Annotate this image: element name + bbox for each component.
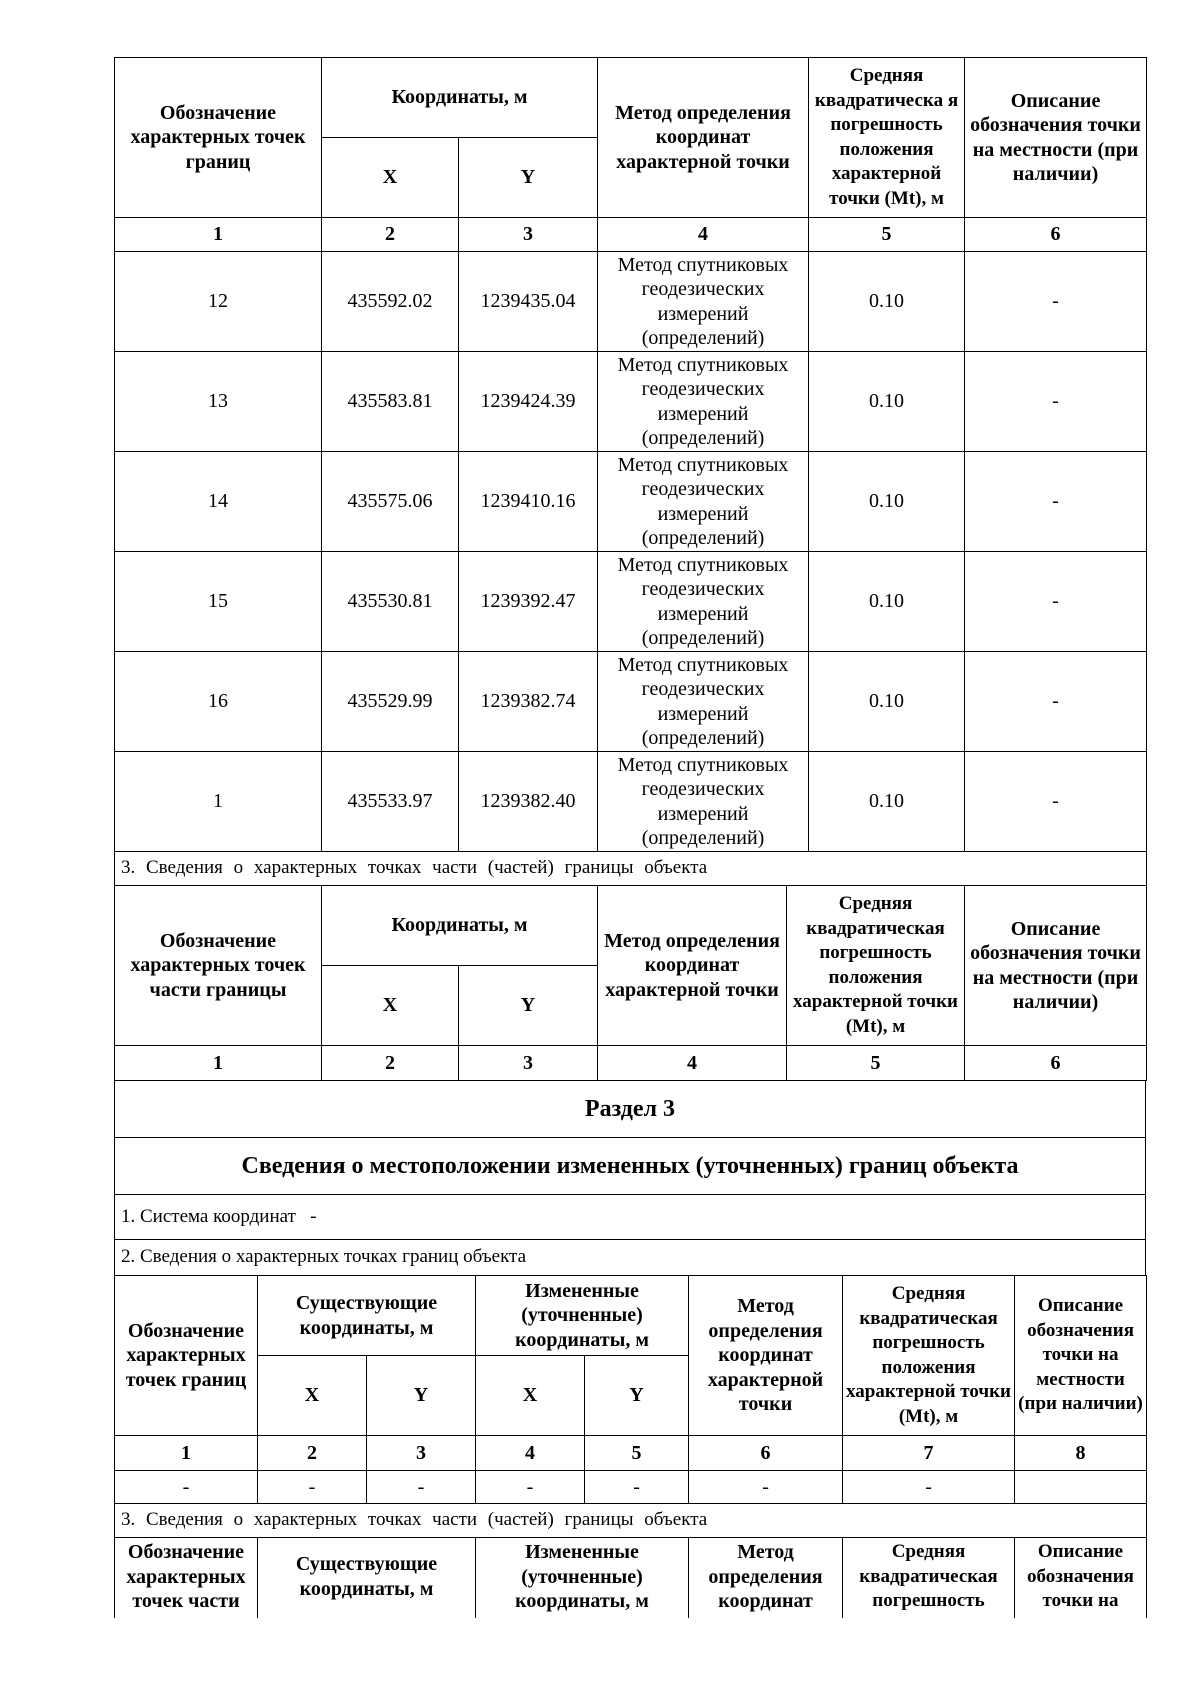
point-id: 1 (115, 752, 322, 852)
changed-part-boundary-table (114, 1538, 1147, 1618)
coord-x: 435592.02 (322, 252, 459, 352)
column-number: 1 (115, 1436, 258, 1471)
header-y-changed: Y (585, 1356, 689, 1436)
document-page (114, 57, 1146, 1618)
section-note: 3. Сведения о характерных точках части (частей) границы объекта (115, 1504, 1147, 1538)
header-point: Обозначение характерных точек части (115, 1538, 258, 1618)
table-row (115, 352, 1147, 452)
header-error: Средняя квадратическая погрешность (843, 1538, 1015, 1618)
header-y: Y (459, 138, 598, 218)
description: - (965, 252, 1147, 352)
header-error: Средняя квадратическая погрешность положения характерной точки (Mt), м (843, 1276, 1015, 1436)
header-existing-coords: Существующие координаты, м (258, 1276, 476, 1356)
column-number: 6 (965, 218, 1147, 252)
header-y-existing: Y (367, 1356, 476, 1436)
coord-x: 435583.81 (322, 352, 459, 452)
coord-x: 435575.06 (322, 452, 459, 552)
error: 0.10 (809, 252, 965, 352)
column-number: 4 (598, 1046, 787, 1081)
column-number: 1 (115, 1046, 322, 1081)
coord-x: 435530.81 (322, 552, 459, 652)
header-point: Обозначение характерных точек границ (115, 58, 322, 218)
cell (1015, 1471, 1147, 1504)
column-number: 2 (258, 1436, 367, 1471)
error: 0.10 (809, 752, 965, 852)
cell: - (476, 1471, 585, 1504)
header-method: Метод определения координат характерной точки (689, 1276, 843, 1436)
column-number: 7 (843, 1436, 1015, 1471)
section-subtitle: Сведения о местоположении измененных (уточненных) границ объекта (115, 1138, 1146, 1195)
coordinate-system: 1. Система координат - (115, 1195, 1146, 1240)
error: 0.10 (809, 452, 965, 552)
header-x-existing: X (258, 1356, 367, 1436)
header-coords: Координаты, м (322, 58, 598, 138)
method: Метод спутниковых геодезических измерений (определений) (598, 552, 809, 652)
description: - (965, 352, 1147, 452)
point-id: 14 (115, 452, 322, 552)
header-method: Метод определения координат (689, 1538, 843, 1618)
header-error: Средняя квадратическа я погрешность положения характерной точки (Mt), м (809, 58, 965, 218)
table-row (115, 252, 1147, 352)
column-number: 4 (476, 1436, 585, 1471)
header-existing-coords: Существующие координаты, м (258, 1538, 476, 1618)
header-desc: Описание обозначения точки на местности (при наличии) (965, 58, 1147, 218)
method: Метод спутниковых геодезических измерений (определений) (598, 252, 809, 352)
header-error: Средняя квадратическая погрешность положения характерной точки (Mt), м (787, 886, 965, 1046)
column-number: 1 (115, 218, 322, 252)
boundary-points-table (114, 57, 1147, 886)
table-row (115, 452, 1147, 552)
method: Метод спутниковых геодезических измерений (определений) (598, 652, 809, 752)
column-number: 8 (1015, 1436, 1147, 1471)
cell: - (258, 1471, 367, 1504)
header-x: X (322, 966, 459, 1046)
header-desc: Описание обозначения точки на (1015, 1538, 1147, 1618)
table-row (115, 652, 1147, 752)
header-point: Обозначение характерных точек части границы (115, 886, 322, 1046)
coord-y: 1239435.04 (459, 252, 598, 352)
coord-x: 435533.97 (322, 752, 459, 852)
column-number: 5 (809, 218, 965, 252)
column-number: 5 (787, 1046, 965, 1081)
cell: - (585, 1471, 689, 1504)
point-id: 13 (115, 352, 322, 452)
cell: - (367, 1471, 476, 1504)
error: 0.10 (809, 352, 965, 452)
point-id: 12 (115, 252, 322, 352)
column-number: 4 (598, 218, 809, 252)
header-x: X (322, 138, 459, 218)
changed-boundary-points-table (114, 1275, 1147, 1538)
table-row (115, 1471, 1147, 1504)
table-row (115, 752, 1147, 852)
column-number: 2 (322, 218, 459, 252)
header-x-changed: X (476, 1356, 585, 1436)
column-number: 3 (459, 1046, 598, 1081)
error: 0.10 (809, 652, 965, 752)
header-method: Метод определения координат характерной точки (598, 886, 787, 1046)
header-y: Y (459, 966, 598, 1046)
method: Метод спутниковых геодезических измерений (определений) (598, 452, 809, 552)
description: - (965, 452, 1147, 552)
coord-y: 1239410.16 (459, 452, 598, 552)
column-number: 2 (322, 1046, 459, 1081)
coord-y: 1239424.39 (459, 352, 598, 452)
header-point: Обозначение характерных точек границ (115, 1276, 258, 1436)
header-changed-coords: Измененные (уточненные) координаты, м (476, 1276, 689, 1356)
section-title: Раздел 3 (115, 1081, 1146, 1138)
table-row (115, 552, 1147, 652)
section-3-header (114, 1080, 1146, 1276)
header-changed-coords: Измененные (уточненные) координаты, м (476, 1538, 689, 1618)
column-number: 6 (689, 1436, 843, 1471)
cell: - (115, 1471, 258, 1504)
point-id: 15 (115, 552, 322, 652)
table-clip (114, 1538, 1148, 1618)
section-note: 3. Сведения о характерных точках части (частей) границы объекта (115, 852, 1147, 886)
coord-y: 1239382.74 (459, 652, 598, 752)
coord-y: 1239382.40 (459, 752, 598, 852)
point-id: 16 (115, 652, 322, 752)
description: - (965, 652, 1147, 752)
description: - (965, 552, 1147, 652)
column-number: 6 (965, 1046, 1147, 1081)
points-heading: 2. Сведения о характерных точках границ объекта (115, 1240, 1146, 1276)
cell: - (689, 1471, 843, 1504)
method: Метод спутниковых геодезических измерений (определений) (598, 752, 809, 852)
column-number: 3 (459, 218, 598, 252)
header-desc: Описание обозначения точки на местности (при наличии) (965, 886, 1147, 1046)
header-method: Метод определения координат характерной точки (598, 58, 809, 218)
header-desc: Описание обозначения точки на местности (при наличии) (1015, 1276, 1147, 1436)
coord-x: 435529.99 (322, 652, 459, 752)
error: 0.10 (809, 552, 965, 652)
method: Метод спутниковых геодезических измерений (определений) (598, 352, 809, 452)
column-number: 5 (585, 1436, 689, 1471)
column-number: 3 (367, 1436, 476, 1471)
header-coords: Координаты, м (322, 886, 598, 966)
part-boundary-points-table (114, 885, 1147, 1081)
cell: - (843, 1471, 1015, 1504)
coord-y: 1239392.47 (459, 552, 598, 652)
description: - (965, 752, 1147, 852)
